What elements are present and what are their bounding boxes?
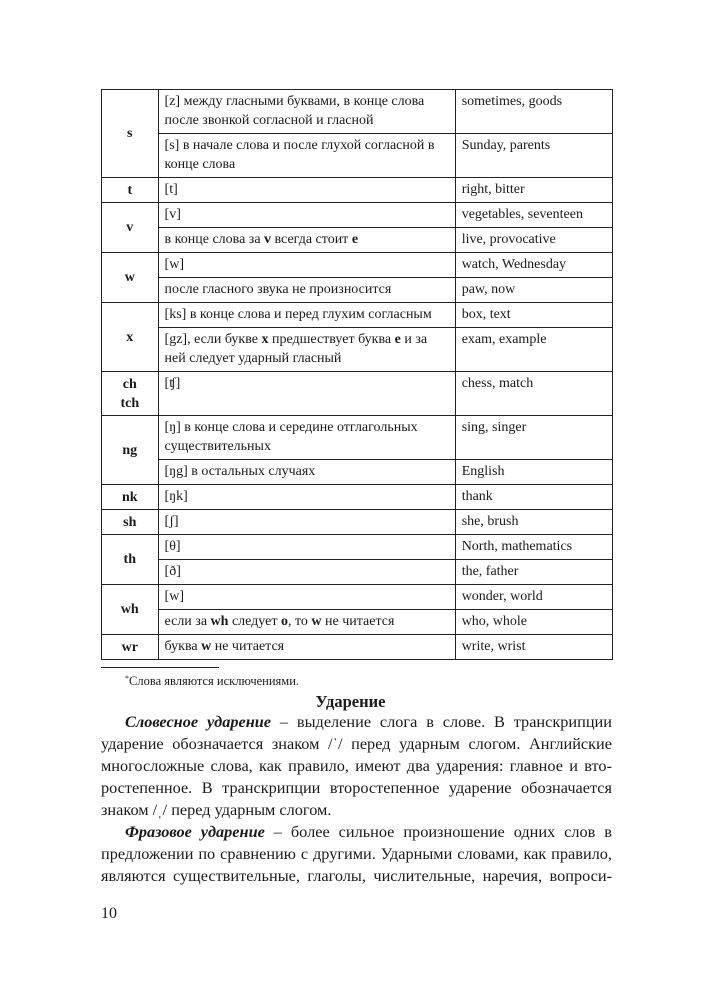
text-line: – выделение слога в слове. В транскрипции	[271, 712, 612, 731]
sound-text: [ŋg] в остальных случаях	[164, 464, 316, 479]
sound-text: [w]	[164, 589, 184, 604]
sound-text: [v]	[164, 207, 181, 222]
example-cell: North, mathematics	[455, 535, 612, 560]
sound-cell	[158, 372, 455, 416]
sound-text: [ʧ]	[164, 376, 181, 391]
sound-cell	[158, 278, 455, 303]
table-row	[102, 560, 613, 585]
example-cell: who, whole	[455, 610, 612, 635]
example-cell: the, father	[455, 560, 612, 585]
text-line: – более сильное произношение одних слов в	[264, 822, 612, 841]
sound-cell	[158, 610, 455, 635]
example-cell: Sunday, parents	[455, 134, 612, 178]
example-cell: English	[455, 460, 612, 485]
table-row	[102, 585, 613, 610]
term-word-stress: Словесное ударение	[125, 712, 272, 731]
letter-cell: x	[102, 303, 159, 372]
table-row	[102, 635, 613, 660]
sound-text: если за	[164, 614, 211, 629]
sound-text: [t]	[164, 182, 178, 197]
table-row	[102, 228, 613, 253]
sound-cell	[158, 203, 455, 228]
letter-cell: t	[102, 178, 159, 203]
sound-text: [gz], если букве	[164, 332, 262, 347]
paragraph-1-line: многосложные слова, как правило, имеют два ударения: главное и вто-	[101, 756, 612, 775]
sound-text: [w]	[164, 257, 184, 272]
bold-letter: v	[264, 232, 272, 247]
example-cell: vegetables, seventeen	[455, 203, 612, 228]
example-cell: live, provocative	[455, 228, 612, 253]
letter-cell: s	[102, 90, 159, 178]
table-row	[102, 178, 613, 203]
sound-text: [ʃ]	[164, 514, 179, 529]
sound-cell	[158, 90, 455, 134]
table-row	[102, 372, 613, 416]
example-cell: watch, Wednesday	[455, 253, 612, 278]
footnote-separator	[101, 667, 219, 668]
example-cell: chess, match	[455, 372, 612, 416]
sound-cell	[158, 228, 455, 253]
sound-text: [θ]	[164, 539, 181, 554]
letter-cell: sh	[102, 510, 159, 535]
bold-letter: w	[311, 614, 322, 629]
bold-letter: o	[280, 614, 288, 629]
example-cell: thank	[455, 485, 612, 510]
example-cell: paw, now	[455, 278, 612, 303]
sound-cell	[158, 460, 455, 485]
sound-text: не читается	[211, 639, 285, 654]
sound-cell	[158, 585, 455, 610]
table-row	[102, 485, 613, 510]
paragraph-1-line	[101, 711, 612, 733]
paragraph-1-line: ударение обозначается знаком /ˈ/ перед ударным слогом. Английские	[101, 734, 612, 753]
page-number: 10	[101, 905, 117, 922]
sound-cell	[158, 510, 455, 535]
table-row	[102, 253, 613, 278]
letter-cell: w	[102, 253, 159, 303]
letter-cell: ch tch	[102, 372, 159, 416]
table-row	[102, 134, 613, 178]
example-cell: box, text	[455, 303, 612, 328]
sound-cell	[158, 560, 455, 585]
example-cell: write, wrist	[455, 635, 612, 660]
table-row	[102, 303, 613, 328]
sound-cell	[158, 253, 455, 278]
sound-cell	[158, 416, 455, 460]
letter-cell: th	[102, 535, 159, 585]
sound-cell	[158, 328, 455, 372]
footnote	[125, 674, 299, 689]
table-row	[102, 510, 613, 535]
bold-letter: wh	[210, 614, 229, 629]
table-row	[102, 416, 613, 460]
footnote-mark: *	[125, 674, 129, 683]
sound-text: предшествует буква	[268, 332, 395, 347]
sound-text: [ŋ] в конце слова и середине отглагольных существительных	[164, 420, 418, 454]
footnote-text: Слова являются исключениями.	[129, 674, 300, 688]
paragraph-1-line: ростепенное. В транскрипции второстепенное ударение обозначается	[101, 778, 612, 797]
sound-cell	[158, 485, 455, 510]
bold-letter: x	[261, 332, 269, 347]
letter-cell: wr	[102, 635, 159, 660]
sound-text: [ks] в конце слова и перед глухим согласным	[164, 307, 432, 322]
table-row	[102, 610, 613, 635]
letter-rules-table	[101, 89, 613, 660]
paragraph-1-line: знаком /ˌ/ перед ударным слогом.	[101, 800, 332, 819]
table-row	[102, 535, 613, 560]
sound-cell	[158, 535, 455, 560]
section-heading: Ударение	[315, 692, 386, 711]
paragraph-2-line	[101, 821, 612, 843]
example-cell: she, brush	[455, 510, 612, 535]
sound-text: в конце слова за	[164, 232, 265, 247]
example-cell: sing, singer	[455, 416, 612, 460]
sound-text: и за ней следует ударный гласный	[164, 332, 428, 366]
body-text	[101, 711, 612, 887]
table-row	[102, 90, 613, 134]
sound-text: [s] в начале слова и после глухой согласной в конце слова	[164, 138, 435, 172]
sound-text: [ð]	[164, 564, 181, 579]
paragraph-2-line: являются существительные, глаголы, числительные, наречия, вопроси-	[101, 866, 612, 885]
sound-text: всегда стоит	[271, 232, 352, 247]
sound-text: [z] между гласными буквами, в конце слова после звонкой согласной и гласной	[164, 94, 425, 128]
letter-cell: wh	[102, 585, 159, 635]
sound-text: после гласного звука не произносится	[164, 282, 392, 297]
bold-letter: e	[351, 232, 359, 247]
table-row	[102, 278, 613, 303]
table-row	[102, 328, 613, 372]
example-cell: sometimes, goods	[455, 90, 612, 134]
letter-cell: v	[102, 203, 159, 253]
sound-cell	[158, 134, 455, 178]
bold-letter: e	[394, 332, 401, 347]
sound-text: [ŋk]	[164, 489, 188, 504]
example-cell: right, bitter	[455, 178, 612, 203]
sound-text: буква	[164, 639, 202, 654]
term-phrase-stress: Фразовое ударение	[125, 822, 265, 841]
sound-cell	[158, 303, 455, 328]
letter-cell: nk	[102, 485, 159, 510]
sound-text: , то	[287, 614, 312, 629]
letter-cell: ng	[102, 416, 159, 485]
sound-text: не читается	[321, 614, 395, 629]
sound-cell	[158, 635, 455, 660]
sound-text: следует	[228, 614, 281, 629]
table-row	[102, 203, 613, 228]
sound-cell	[158, 178, 455, 203]
paragraph-2-line: предложении по сравнению с другими. Ударными словами, как правило,	[101, 844, 612, 863]
example-cell: exam, example	[455, 328, 612, 372]
bold-letter: w	[201, 639, 212, 654]
table-row	[102, 460, 613, 485]
example-cell: wonder, world	[455, 585, 612, 610]
